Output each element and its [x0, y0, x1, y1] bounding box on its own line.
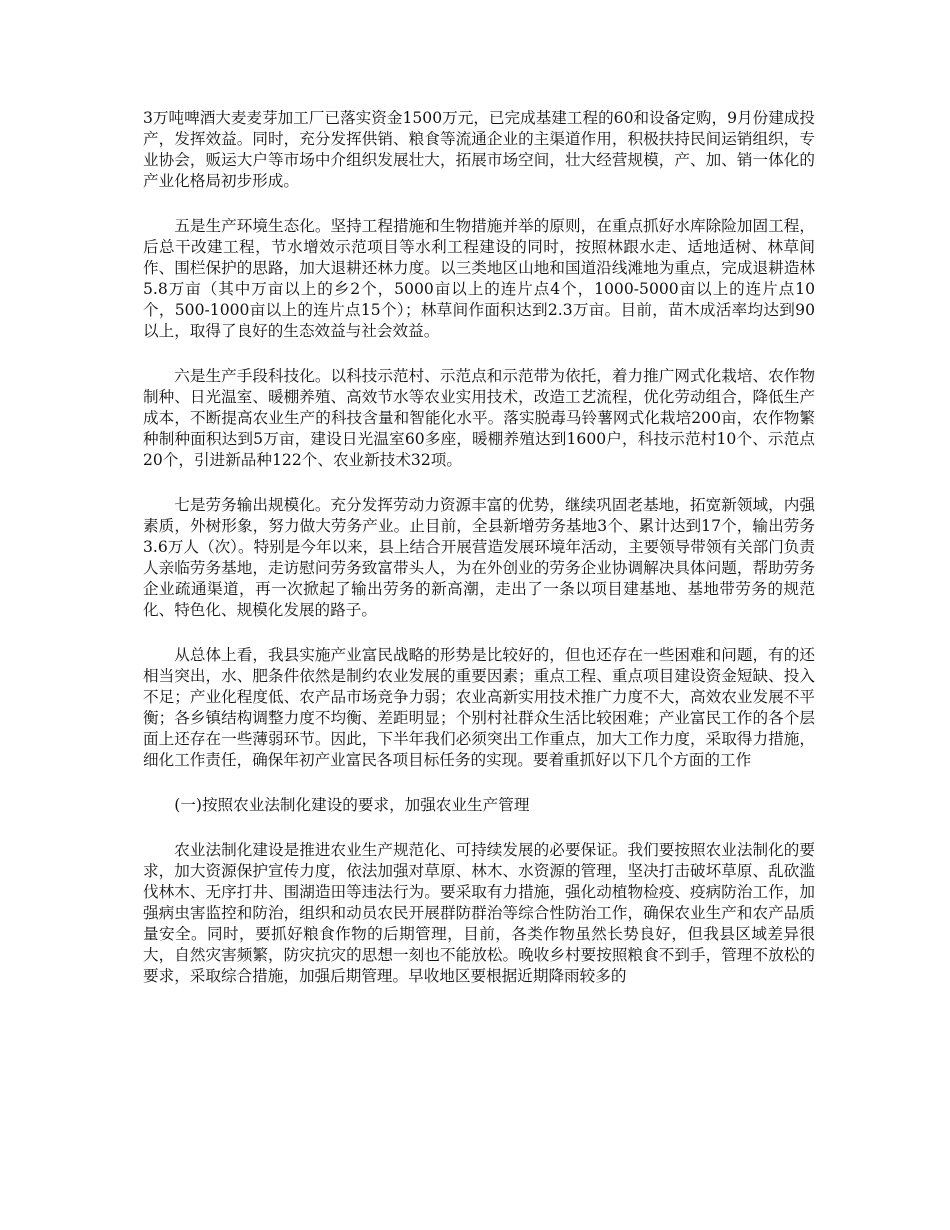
paragraph-1: 3万吨啤酒大麦麦芽加工厂已落实资金1500万元，已完成基建工程的60和设备定购，9月份建成投产，发挥效益。同时，充分发挥供销、粮食等流通企业的主渠道作用，积极扶持民间运销组织，专业协会，贩运大户等市场中介组织发展壮大，拓展市场空间，壮大经营规模，产、加、销一体化的产业化格局初步形成。: [143, 109, 815, 190]
paragraph-3: 六是生产手段科技化。以科技示范村、示范点和示范带为依托，着力推广网式化栽培、农作物制种、日光温室、暖棚养殖、高效节水等农业实用技术，改造工艺流程，优化劳动组合，降低生产成本，不断提高农业生产的科技含量和智能化水平。落实脱毒马铃薯网式化栽培200亩，农作物繁种制种面积达到5万亩，建设日光温室60多座，暖棚养殖达到1600户，科技示范村10个、示范点20个，引进新品种122个、农业新技术32项。: [143, 367, 815, 469]
document-page: [143, 108, 815, 1011]
paragraph-2: 五是生产环境生态化。坚持工程措施和生物措施并举的原则，在重点抓好水库除险加固工程，后总干改建工程，节水增效示范项目等水利工程建设的同时，按照林跟水走、适地适树、林草间作、围栏保护的思路，加大退耕还林力度。以三类地区山地和国道沿线滩地为重点，完成退耕造林5.8万亩（其中万亩以上的乡2个，5000亩以上的连片点4个，1000-5000亩以上的连片点10个，500-1000亩以上的连片点15个）；林草间作面积达到2.3万亩。目前，苗木成活率均达到90以上，取得了良好的生态效益与社会效益。: [143, 217, 815, 340]
paragraph-4: 七是劳务输出规模化。充分发挥劳动力资源丰富的优势，继续巩固老基地，拓宽新领域，内强素质，外树形象，努力做大劳务产业。止目前，全县新增劳务基地3个、累计达到17个，输出劳务3.6万人（次）。特别是今年以来，县上结合开展营造发展环境年活动，主要领导带领有关部门负责人亲临劳务基地，走访慰问劳务致富带头人，为在外创业的劳务企业协调解决具体问题，帮助劳务企业疏通渠道，再一次掀起了输出劳务的新高潮，走出了一条以项目建基地、基地带劳务的规范化、特色化、规模化发展的路子。: [143, 496, 815, 619]
paragraph-6: 农业法制化建设是推进农业生产规范化、可持续发展的必要保证。我们要按照农业法制化的要求，加大资源保护宣传力度，依法加强对草原、林木、水资源的管理，坚决打击破坏草原、乱砍滥伐林木、无序打井、围湖造田等违法行为。要采取有力措施，强化动植物检疫、疫病防治工作，加强病虫害监控和防治，组织和动员农民开展群防群治等综合性防治工作，确保农业生产和农产品质量安全。同时，要抓好粮食作物的后期管理，目前，各类作物虽然长势良好，但我县区域差异很大，自然灾害频繁，防灾抗灾的思想一刻也不能放松。晚收乡村要按照粮食不到手，管理不放松的要求，采取综合措施，加强后期管理。早收地区要根据近期降雨较多的: [143, 841, 815, 985]
section-heading: (一)按照农业法制化建设的要求，加强农业生产管理: [174, 796, 530, 814]
paragraph-5: 从总体上看，我县实施产业富民战略的形势是比较好的，但也还存在一些困难和问题，有的还相当突出，水、肥条件依然是制约农业发展的重要因素；重点工程、重点项目建设资金短缺、投入不足；产业化程度低、农产品市场竞争力弱；农业高新实用技术推广力度不大，高效农业发展不平衡；各乡镇结构调整力度不均衡、差距明显；个别村社群众生活比较困难；产业富民工作的各个层面上还存在一些薄弱环节。因此，下半年我们必须突出工作重点，加大工作力度，采取得力措施，细化工作责任，确保年初产业富民各项目标任务的实现。要着重抓好以下几个方面的工作: [143, 646, 815, 769]
